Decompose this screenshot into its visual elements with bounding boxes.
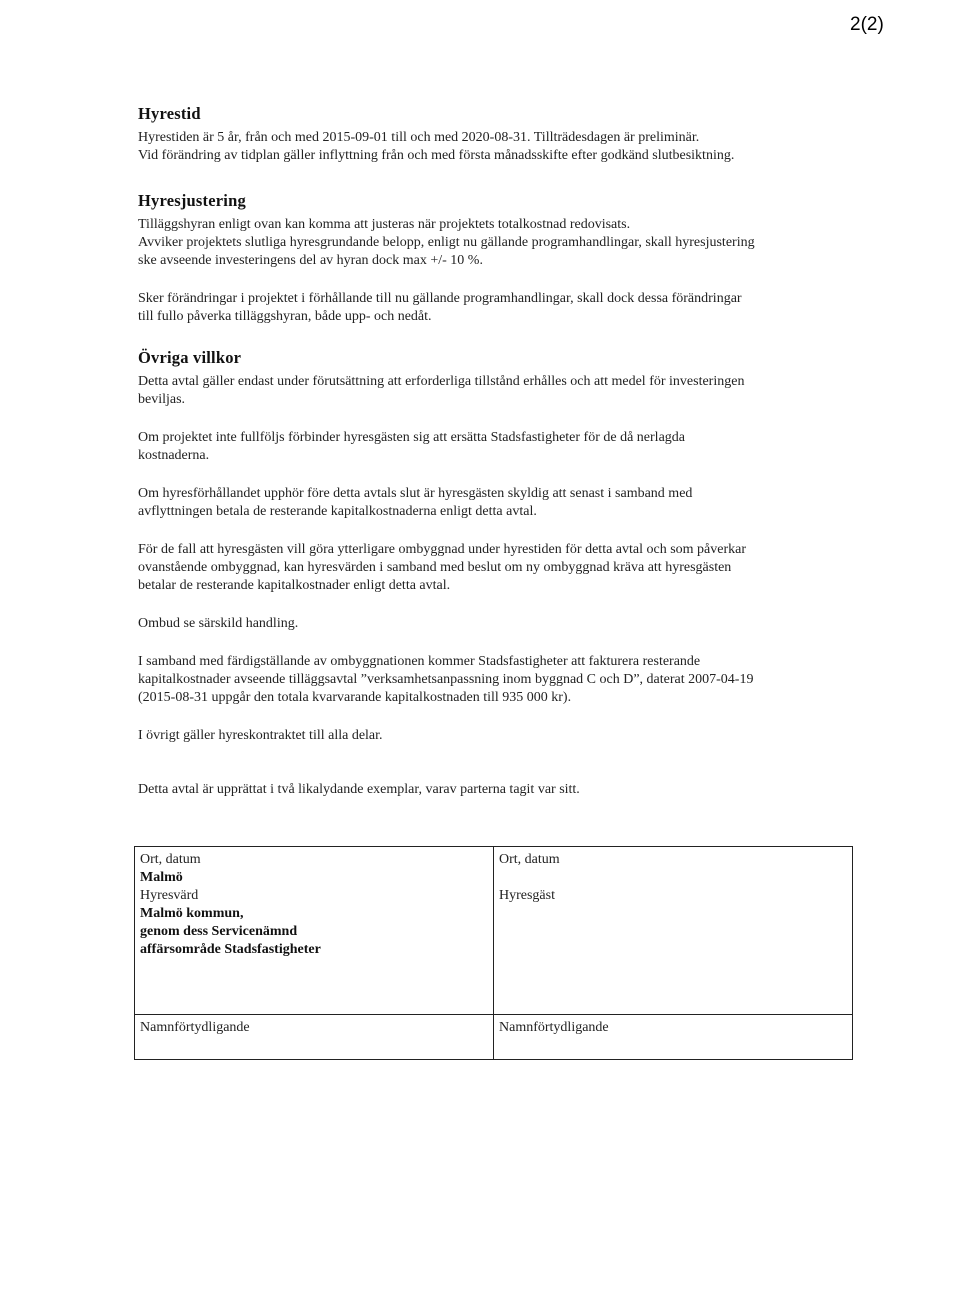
hyrestid-line-2: Vid förändring av tidplan gäller inflyttning från och med första månadsskifte efter godkänd slutbesiktning. [138, 148, 735, 163]
landlord-place-date-label: Ort, datum [140, 852, 201, 867]
landlord-party-line-2: genom dess Servicenämnd [140, 924, 298, 939]
landlord-role-label: Hyresvärd [140, 888, 199, 903]
ovriga-p6-line-2: kapitalkostnader avseende tilläggsavtal ”verksamhetsanpassning inom byggnad C och D”, daterat 2007-04-19 [138, 672, 754, 687]
hyresjustering-p1-line-1: Tilläggshyran enligt ovan kan komma att justeras när projektets totalkostnad redovisats. [138, 217, 631, 232]
heading-hyresjustering: Hyresjustering [138, 191, 246, 210]
ovriga-p4-line-3: betalar de resterande kapitalkostnader enligt detta avtal. [138, 578, 451, 593]
landlord-name-clarification [135, 1015, 494, 1060]
ovriga-p1-line-2: beviljas. [138, 392, 186, 407]
tenant-name-label: Namnförtydligande [499, 1020, 609, 1035]
hyrestid-line-1: Hyrestiden är 5 år, från och med 2015-09-01 till och med 2020-08-31. Tillträdesdagen är preliminär. [138, 130, 700, 145]
section-hyrestid [138, 104, 838, 165]
closing-statement: Detta avtal är upprättat i två likalydande exemplar, varav parterna tagit var sitt. [138, 782, 580, 797]
hyresjustering-p1-line-3: ske avseende investeringens del av hyran dock max +/- 10 %. [138, 253, 483, 268]
heading-hyrestid: Hyrestid [138, 104, 201, 123]
ovriga-p2-line-2: kostnaderna. [138, 448, 210, 463]
hyresjustering-p2-line-1: Sker förändringar i projektet i förhållande till nu gällande programhandlingar, skall dock dessa förändringar [138, 291, 742, 306]
ovriga-p6-line-3: (2015-08-31 uppgår den totala kvarvarande kapitalkostnaden till 935 000 kr). [138, 690, 572, 705]
landlord-place-value: Malmö [140, 870, 183, 885]
ovriga-p5-line-1: Ombud se särskild handling. [138, 616, 299, 631]
signature-table [134, 846, 853, 1060]
ovriga-p1-line-1: Detta avtal gäller endast under förutsättning att erforderliga tillstånd erhålles och att medel för investeringen [138, 374, 745, 389]
ovriga-p4-line-2: ovanstående ombyggnad, kan hyresvärden i samband med beslut om ny ombyggnad kräva att hyresgästen [138, 560, 732, 575]
hyresjustering-p2-line-2: till fullo påverka tilläggshyran, både upp- och nedåt. [138, 309, 432, 324]
tenant-place-date-label: Ort, datum [499, 852, 560, 867]
landlord-party-line-1: Malmö kommun, [140, 906, 244, 921]
signature-cell-tenant [494, 847, 853, 1015]
section-hyresjustering [138, 191, 838, 326]
ovriga-p4-line-1: För de fall att hyresgästen vill göra ytterligare ombyggnad under hyrestiden för detta avtal och som påverkar [138, 542, 747, 557]
ovriga-p3-line-2: avflyttningen betala de resterande kapitalkostnaderna enligt detta avtal. [138, 504, 537, 519]
landlord-party-line-3: affärsområde Stadsfastigheter [140, 942, 321, 957]
heading-ovriga-villkor: Övriga villkor [138, 348, 242, 367]
ovriga-p3-line-1: Om hyresförhållandet upphör före detta avtals slut är hyresgästen skyldig att senast i samband med [138, 486, 693, 501]
signature-cell-landlord [135, 847, 494, 1015]
tenant-name-clarification [494, 1015, 853, 1060]
landlord-name-label: Namnförtydligande [140, 1020, 250, 1035]
section-ovriga-villkor [138, 348, 838, 799]
document-body [138, 104, 838, 799]
page-number: 2(2) [850, 14, 884, 35]
ovriga-p6-line-1: I samband med färdigställande av ombyggnationen kommer Stadsfastigheter att fakturera resterande [138, 654, 701, 669]
ovriga-p7-line-1: I övrigt gäller hyreskontraktet till alla delar. [138, 728, 383, 743]
hyresjustering-p1-line-2: Avviker projektets slutliga hyresgrundande belopp, enligt nu gällande programhandlingar, skall hyresjustering [138, 235, 755, 250]
tenant-role-label: Hyresgäst [499, 888, 555, 903]
ovriga-p2-line-1: Om projektet inte fullföljs förbinder hyresgästen sig att ersätta Stadsfastigheter för de då nerlagda [138, 430, 685, 445]
